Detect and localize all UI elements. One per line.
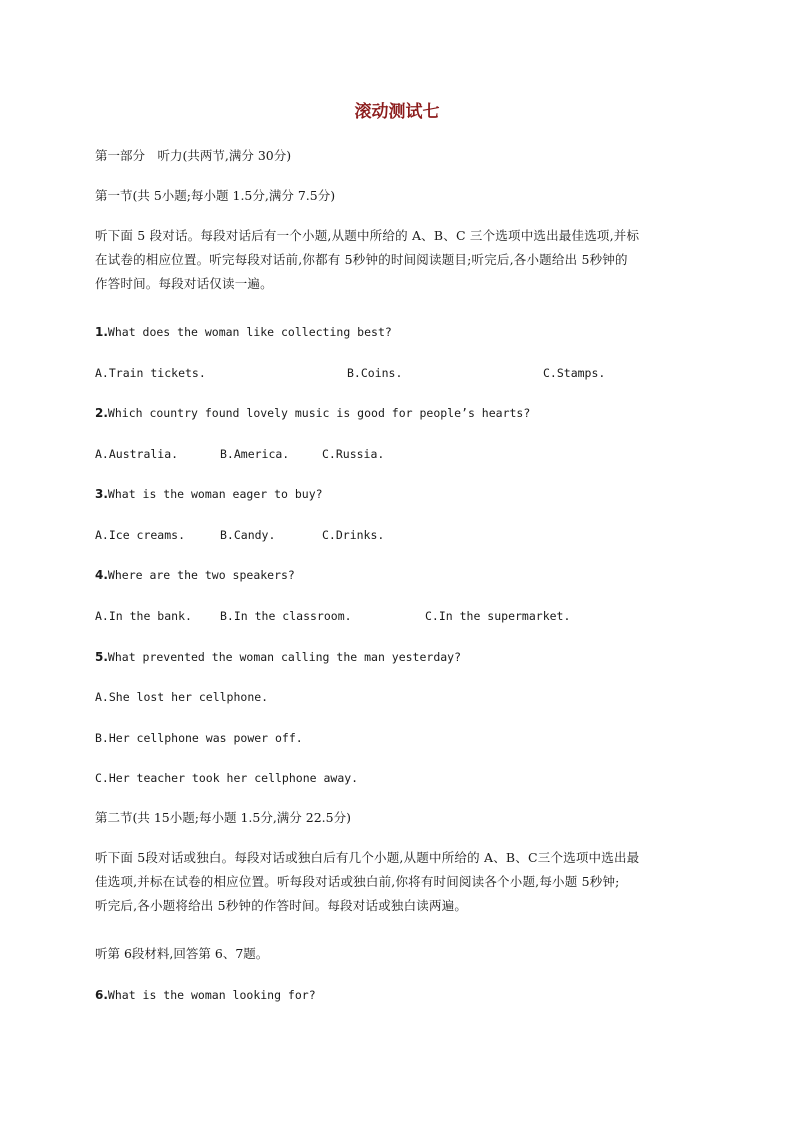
- section2-heading: 第二节(共 15小题;每小题 1.5分,满分 22.5分): [95, 810, 351, 825]
- section2-instructions: [95, 846, 707, 918]
- question-text: What is the woman looking for?: [107, 988, 316, 1002]
- question-4: [95, 566, 705, 584]
- question-1: [95, 323, 705, 341]
- option-a: A.Australia.: [95, 447, 179, 461]
- question-text: What does the woman like collecting best?: [107, 325, 392, 339]
- section1-instructions: [95, 224, 707, 296]
- option-b: B.In the classroom.: [220, 609, 352, 623]
- question-text: What is the woman eager to buy?: [107, 487, 323, 501]
- question-5: [95, 648, 705, 666]
- section1-heading: 第一节(共 5小题;每小题 1.5分,满分 7.5分): [95, 188, 336, 203]
- question-number: 2.: [95, 406, 108, 420]
- option-a: A.Train tickets.: [95, 366, 206, 380]
- instruction-line: 听下面 5 段对话。每段对话后有一个小题,从题中所给的 A、B、C 三个选项中选出最佳选项,并标: [95, 228, 640, 243]
- instruction-line: 佳选项,并标在试卷的相应位置。听每段对话或独白前,你将有时间阅读各个小题,每小题 5秒钟;: [95, 874, 620, 889]
- option-a: A.She lost her cellphone.: [95, 690, 269, 704]
- option-b: B.America.: [220, 447, 290, 461]
- material-6-heading: 听第 6段材料,回答第 6、7题。: [95, 946, 269, 961]
- question-3: [95, 485, 705, 503]
- page-title: 滚动测试七: [354, 102, 440, 122]
- question-text: Where are the two speakers?: [107, 568, 295, 582]
- instruction-line: 听下面 5段对话或独白。每段对话或独白后有几个小题,从题中所给的 A、B、C三个选项中选出最: [95, 850, 640, 865]
- option-c: C.Stamps.: [543, 366, 606, 380]
- option-b: B.Her cellphone was power off.: [95, 731, 303, 745]
- question-text: What prevented the woman calling the man yesterday?: [107, 650, 462, 664]
- question-text: Which country found lovely music is good for people’s hearts?: [107, 406, 531, 420]
- question-6: [95, 986, 705, 1004]
- question-2: [95, 404, 705, 422]
- question-number: 5.: [95, 650, 108, 664]
- option-c: C.Her teacher took her cellphone away.: [95, 771, 359, 785]
- part1-heading: 第一部分 听力(共两节,满分 30分): [95, 148, 292, 163]
- question-number: 4.: [95, 568, 108, 582]
- instruction-line: 在试卷的相应位置。听完每段对话前,你都有 5秒钟的时间阅读题目;听完后,各小题给出 5秒钟的: [95, 252, 628, 267]
- option-b: B.Candy.: [220, 528, 276, 542]
- option-b: B.Coins.: [347, 366, 403, 380]
- option-c: C.Drinks.: [322, 528, 385, 542]
- option-a: A.In the bank.: [95, 609, 192, 623]
- option-c: C.Russia.: [322, 447, 385, 461]
- option-a: A.Ice creams.: [95, 528, 186, 542]
- question-number: 6.: [95, 988, 108, 1002]
- question-number: 3.: [95, 487, 108, 501]
- instruction-line: 作答时间。每段对话仅读一遍。: [95, 276, 273, 291]
- instruction-line: 听完后,各小题将给出 5秒钟的作答时间。每段对话或独白读两遍。: [95, 898, 468, 913]
- question-number: 1.: [95, 325, 108, 339]
- option-c: C.In the supermarket.: [425, 609, 571, 623]
